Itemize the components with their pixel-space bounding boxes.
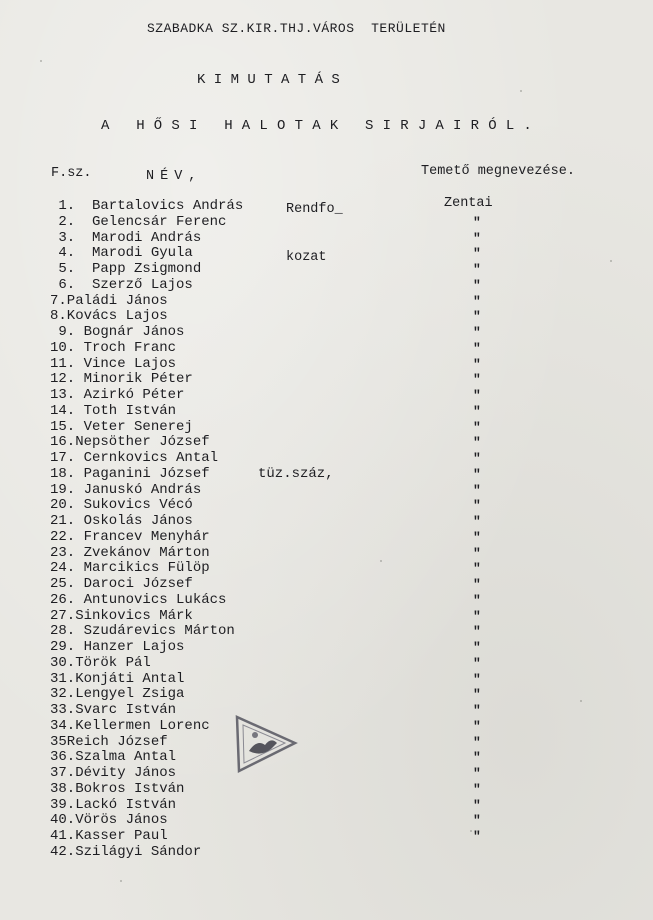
ditto-mark: "	[473, 246, 481, 262]
list-item	[50, 497, 610, 513]
ditto-mark: "	[473, 655, 481, 671]
entry-text: 27.Sinkovics Márk	[50, 607, 193, 624]
ditto-mark: "	[473, 419, 481, 435]
list-item	[50, 781, 610, 797]
ditto-mark: "	[473, 813, 481, 829]
entry-text: 29. Hanzer Lajos	[50, 639, 185, 655]
ditto-mark: "	[473, 829, 481, 844]
entry-text: 6. Szerző Lajos	[50, 276, 193, 293]
ditto-mark: "	[473, 498, 481, 514]
list-item	[50, 592, 610, 608]
entry-text: 34.Kellermen Lorenc	[50, 717, 210, 734]
ditto-mark: "	[473, 340, 481, 356]
list-item	[50, 340, 610, 356]
official-stamp	[231, 713, 299, 775]
ditto-mark: "	[473, 388, 481, 403]
entry-text: 14. Toth István	[50, 402, 177, 419]
ditto-mark: "	[473, 230, 481, 246]
entry-text: 23. Zvekánov Márton	[50, 544, 210, 561]
entry-text: 21. Oskolás János	[50, 513, 193, 529]
ditto-mark: "	[473, 466, 481, 482]
ditto-mark: "	[473, 482, 481, 498]
list-item	[50, 308, 610, 324]
list-item	[50, 356, 610, 372]
entry-text: 22. Francev Menyhár	[50, 528, 210, 545]
document-title-location: SZABADKA SZ.KIR.THJ.VÁROS TERÜLETÉN	[147, 21, 446, 36]
list-item	[50, 513, 610, 529]
entry-text: 3. Marodi András	[50, 229, 202, 246]
entry-text: 38.Bokros István	[50, 780, 185, 797]
entry-text: 35Reich József	[50, 733, 168, 750]
ditto-mark: "	[473, 529, 481, 545]
entry-text: 39.Lackó István	[50, 796, 177, 813]
document-subtitle: A HŐSI HALOTAK SIRJAIRÓL.	[101, 118, 542, 134]
entry-text: 25. Daroci József	[50, 576, 193, 592]
paper-speck	[40, 60, 42, 62]
paper-speck	[610, 260, 612, 262]
entry-text: 18. Paganini József	[50, 465, 210, 482]
ditto-mark: "	[473, 671, 481, 687]
list-item	[50, 671, 610, 687]
entry-text: 9. Bognár János	[50, 324, 185, 340]
ditto-mark: "	[473, 592, 481, 608]
ditto-mark: "	[473, 372, 481, 388]
entry-text: 17. Cernkovics Antal	[50, 450, 219, 466]
entry-rank: tüz.száz,	[258, 465, 334, 482]
ditto-mark: "	[473, 325, 481, 340]
entry-text: 12. Minorik Péter	[50, 371, 193, 388]
list-item	[50, 529, 610, 545]
list-item	[50, 419, 610, 435]
ditto-mark: "	[473, 750, 481, 766]
entry-text: 16.Nepsöther József	[50, 434, 210, 451]
entry-text: 11. Vince Lajos	[50, 355, 177, 372]
entry-text: 19. Januskó András	[50, 481, 202, 498]
ditto-mark: "	[473, 293, 481, 309]
list-item	[50, 608, 610, 624]
list-item	[50, 655, 610, 671]
list-item	[50, 765, 610, 781]
entry-text: 2. Gelencsár Ferenc	[50, 213, 227, 230]
column-header-name: NÉV,	[146, 169, 203, 184]
ditto-mark: "	[473, 435, 481, 451]
list-item	[50, 198, 610, 214]
list-item	[50, 293, 610, 309]
list-item	[50, 371, 610, 387]
ditto-mark: "	[473, 797, 481, 813]
list-item	[50, 387, 610, 403]
ditto-mark: "	[473, 262, 481, 277]
list-item	[50, 324, 610, 340]
entry-text: 37.Dévity János	[50, 765, 177, 781]
list-item	[50, 482, 610, 498]
list-item	[50, 261, 610, 277]
list-item	[50, 245, 610, 261]
list-item	[50, 434, 610, 450]
list-item	[50, 828, 610, 844]
ditto-mark: "	[473, 277, 481, 293]
list-item	[50, 277, 610, 293]
entry-text: 8.Kovács Lajos	[50, 308, 168, 325]
entry-text: 13. Azirkó Péter	[50, 387, 185, 403]
list-item	[50, 560, 610, 576]
ditto-mark: "	[473, 545, 481, 561]
ditto-mark: "	[473, 766, 481, 781]
ditto-mark: "	[473, 624, 481, 640]
entry-text: 24. Marcikics Fülöp	[50, 560, 210, 577]
entry-text: 28. Szudárevics Márton	[50, 623, 235, 640]
paper-speck	[520, 90, 522, 92]
entry-text: 4. Marodi Gyula	[50, 245, 193, 262]
list-item	[50, 545, 610, 561]
entry-text: 40.Vörös János	[50, 812, 168, 829]
entry-text: 32.Lengyel Zsiga	[50, 686, 185, 703]
column-header-rank-line2: kozat	[286, 250, 327, 265]
ditto-mark: "	[473, 514, 481, 529]
ditto-mark: "	[473, 608, 481, 624]
list-item	[50, 576, 610, 592]
entry-text: 30.Török Pál	[50, 654, 151, 671]
list-item	[50, 403, 610, 419]
ditto-mark: "	[473, 703, 481, 718]
entry-text: 26. Antunovics Lukács	[50, 591, 227, 608]
ditto-mark: "	[473, 640, 481, 655]
entry-text: 7.Paládi János	[50, 292, 168, 309]
cemetery-value-first: Zentai	[444, 196, 493, 211]
ditto-mark: "	[473, 781, 481, 797]
list-item	[50, 686, 610, 702]
list-item	[50, 718, 610, 734]
list-item	[50, 623, 610, 639]
ditto-mark: "	[473, 403, 481, 419]
ditto-mark: "	[473, 718, 481, 734]
list-item	[50, 702, 610, 718]
ditto-mark: "	[473, 687, 481, 703]
entry-text: 20. Sukovics Vécó	[50, 497, 193, 514]
column-header-rank-line1: Rendfo_	[286, 202, 343, 217]
entry-text: 31.Konjáti Antal	[50, 670, 185, 687]
paper-speck	[120, 880, 122, 882]
list-item	[50, 214, 610, 230]
list-item	[50, 844, 610, 860]
ditto-mark: "	[473, 309, 481, 325]
list-item	[50, 812, 610, 828]
list-item	[50, 734, 610, 750]
column-header-cemetery: Temető megnevezése.	[421, 164, 575, 179]
entry-text: 5. Papp Zsigmond	[50, 261, 202, 277]
list-item	[50, 639, 610, 655]
ditto-mark: "	[473, 451, 481, 466]
entry-text: 10. Troch Franc	[50, 339, 177, 356]
entry-text: 33.Svarc István	[50, 702, 177, 718]
ditto-mark: "	[473, 561, 481, 577]
list-item	[50, 466, 610, 482]
ditto-mark: "	[473, 214, 481, 230]
entry-text: 36.Szalma Antal	[50, 749, 177, 766]
ditto-mark: "	[473, 356, 481, 372]
list-item	[50, 797, 610, 813]
entry-text: 41.Kasser Paul	[50, 828, 168, 844]
entry-text: 42.Szilágyi Sándor	[50, 843, 202, 860]
list-item	[50, 450, 610, 466]
document-title: KIMUTATÁS	[197, 72, 349, 88]
ditto-mark: "	[473, 734, 481, 750]
list-item	[50, 230, 610, 246]
ditto-mark: "	[473, 577, 481, 592]
entry-text: 1. Bartalovics András	[50, 198, 244, 214]
column-header-number: F.sz.	[51, 166, 92, 181]
entry-text: 15. Veter Senerej	[50, 418, 193, 435]
list-item	[50, 749, 610, 765]
